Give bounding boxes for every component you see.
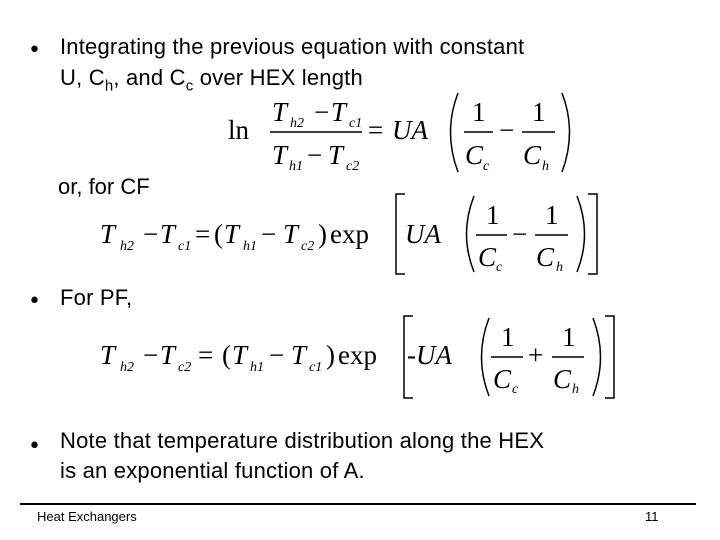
or-for-cf: or, for CF [58,174,150,199]
page-number: 11 [645,509,659,524]
eq3-equals: = [198,340,214,370]
eq2-cc-sub: c [496,260,503,275]
eq1-num-minus: − [314,97,330,127]
eq1-ln: ln [228,115,250,145]
eq1-num-t2: T [331,97,347,127]
eq3-neg-ua: -UA [407,340,452,370]
eq1-minus: − [499,115,515,145]
bullet-marker-2: • [28,289,41,314]
eq3-sub-h2: h2 [120,360,134,375]
eq2-sub-c1: c1 [178,239,192,254]
eq1-ch: C [523,140,542,170]
eq3-plus: + [528,340,544,370]
note-line-2: is an exponential function of A. [60,458,365,483]
eq1-den-t2: T [328,140,344,170]
eq2-equals: = [195,219,211,249]
eq2-minus1: − [143,219,159,249]
eq1-den-sub-c2: c2 [346,159,360,174]
eq3-ch: C [553,364,572,394]
eq3-exp: exp [338,340,377,370]
eq1-num-sub-h2: h2 [290,116,304,131]
eq2-one-b: 1 [545,200,559,230]
eq3-one-a: 1 [501,322,515,352]
footer-rule [20,503,696,505]
eq2-minus3: − [512,219,528,249]
text-and-c: , and C [113,65,186,90]
eq1-ua: UA [392,115,428,145]
eq1-num-t1: T [272,97,288,127]
sub-h: h [104,77,114,95]
eq2-ch: C [536,242,555,272]
for-pf: For PF, [60,285,133,310]
eq3-t2: T [160,340,176,370]
eq2-sub-h2: h2 [120,239,134,254]
eq3-one-b: 1 [562,322,576,352]
eq3-cc-sub: c [512,382,519,397]
eq3-minus1: − [143,340,159,370]
eq3-lparen: ( [222,340,231,370]
bullet-marker-3: • [28,434,41,459]
eq3-t3: T [232,340,248,370]
eq3-ch-sub: h [572,382,579,397]
eq2-minus2: − [261,219,277,249]
eq2-t4: T [283,219,299,249]
bullet-marker-1: • [28,38,41,63]
eq2-exp: exp [330,219,369,249]
eq3-cc: C [493,364,512,394]
eq2-t1: T [100,219,116,249]
eq2-lparen: ( [214,219,223,249]
eq3-sub-h1: h1 [250,360,264,375]
note-line-1: Note that temperature distribution along the HEX [60,428,545,453]
eq1-ch-sub: h [542,159,549,174]
eq1-one-b: 1 [532,97,546,127]
eq1-num-sub-c1: c1 [349,116,363,131]
text-u-c: U, C [60,65,105,90]
eq1-den-t1: T [272,140,288,170]
eq1-one-a: 1 [472,97,486,127]
sub-c: c [185,77,194,95]
eq3-sub-c2: c2 [178,360,192,375]
eq2-ch-sub: h [556,260,563,275]
eq1-den-minus: − [307,140,323,170]
eq3-minus2: − [269,340,285,370]
eq3-t1: T [100,340,116,370]
eq3-paren-left [482,318,490,396]
eq3-sub-c1: c1 [309,360,323,375]
eq1-equals: = [368,115,384,145]
bullet-1-line-1: Integrating the previous equation with constant [60,34,525,59]
eq2-sub-h1: h1 [243,239,257,254]
eq3-t4: T [291,340,307,370]
eq1-den-sub-h1: h1 [289,159,303,174]
text-over-hex: over HEX length [193,65,363,90]
eq3-rparen: ) [326,340,335,370]
footer-title: Heat Exchangers [37,509,137,524]
eq1-cc: C [465,140,484,170]
eq2-t2: T [160,219,176,249]
eq2-cc: C [478,242,497,272]
eq2-rparen: ) [318,219,327,249]
eq2-ua: UA [405,219,441,249]
eq1-cc-sub: c [483,159,490,174]
eq2-sub-c2: c2 [301,239,315,254]
eq3-paren-right [593,318,601,396]
eq2-one-a: 1 [486,200,500,230]
eq3-bracket-right [605,316,614,398]
eq2-t3: T [224,219,240,249]
